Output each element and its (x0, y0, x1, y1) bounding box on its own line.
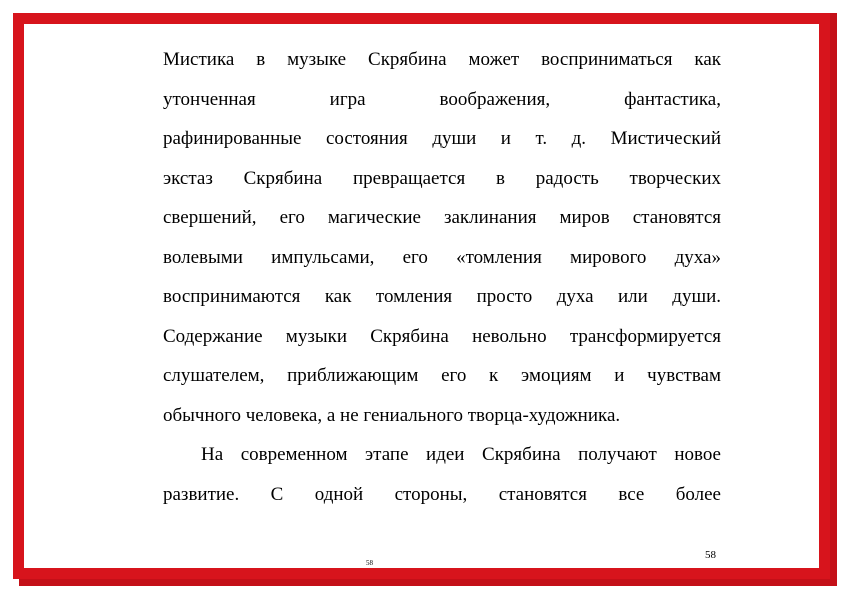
text-line-8: Содержание музыки Скрябина невольно трансформируется (163, 325, 721, 347)
text-line-10: обычного человека, а не гениального творца-художника. (163, 404, 621, 426)
frame-shadow-right (829, 13, 837, 586)
text-line-4: экстаз Скрябина превращается в радость творческих (163, 167, 721, 189)
text-line-5: свершений, его магические заклинания миров становятся (163, 207, 721, 228)
page-number: 58 (705, 549, 716, 561)
text-line-12: развитие. С одной стороны, становятся все более (163, 483, 721, 505)
text-line-3: рафинированные состояния души и т. д. Мистический (163, 128, 721, 149)
page-number-small: 58 (366, 559, 373, 567)
text-line-9: слушателем, приближающим его к эмоциям и чувствам (163, 365, 721, 386)
text-line-2: утонченная игра воображения, фантастика, (163, 88, 721, 110)
text-line-1: Мистика в музыке Скрябина может восприниматься как (163, 49, 721, 70)
text-line-11: На современном этапе идеи Скрябина получают новое (201, 444, 721, 465)
text-line-6: волевыми импульсами, его «томления мирового духа» (163, 246, 721, 268)
body-text (163, 40, 721, 514)
frame-shadow-bottom (19, 578, 837, 586)
text-line-7: воспринимаются как томления просто духа или души. (163, 286, 721, 307)
